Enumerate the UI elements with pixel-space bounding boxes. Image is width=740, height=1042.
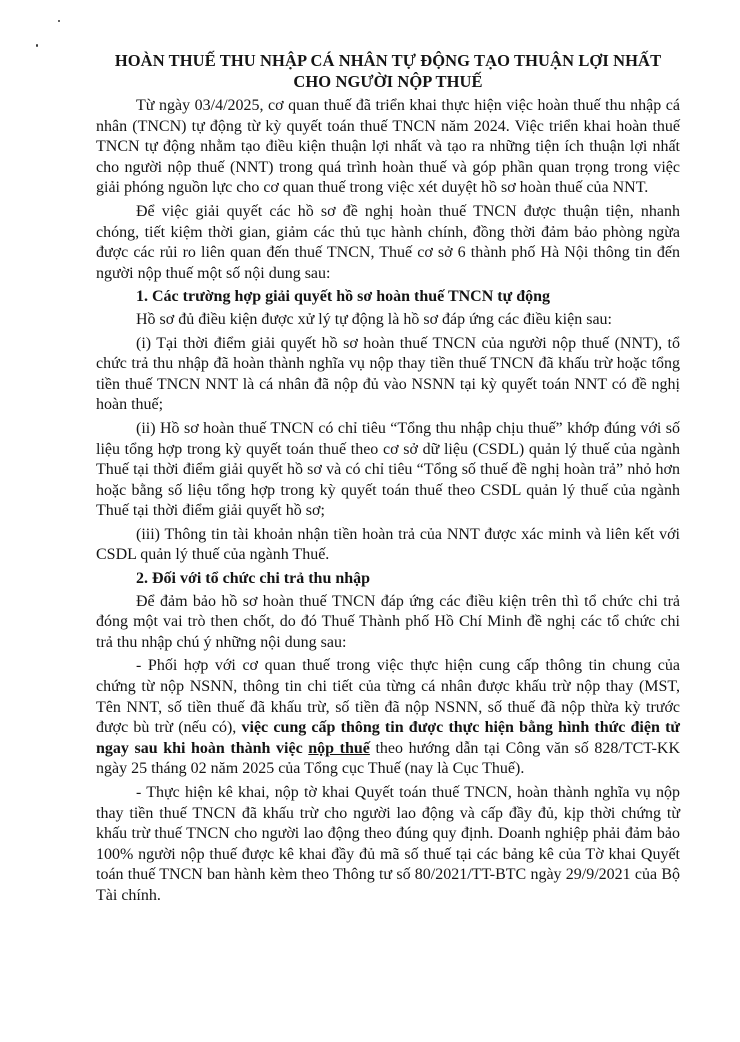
condition-ii: (ii) Hồ sơ hoàn thuế TNCN có chỉ tiêu “Tổng thu nhập chịu thuế” khớp đúng với số liệu tổng hợp trong kỳ quyết toán thuế theo cơ sở dữ liệu (CSDL) quản lý thuế của ngành Thuế tại thời điểm giải quyết hồ sơ và có chỉ tiêu “Tổng số thuế đề nghị hoàn trả” nhỏ hơn hoặc bằng số liệu tổng hợp trong kỳ quyết toán thuế theo CSDL quản lý thuế của ngành Thuế tại thời điểm giải quyết hồ sơ; [96,419,680,520]
intro-paragraph-2: Để việc giải quyết các hồ sơ đề nghị hoàn thuế TNCN được thuận tiện, nhanh chóng, tiết kiệm thời gian, giảm các thủ tục hành chính, đồng thời đảm bảo phòng ngừa được các rủi ro liên quan đến thuế TNCN, Thuế cơ sở 6 thành phố Hà Nội thông tin đến người nộp thuế một số nội dung sau: [96,202,680,282]
condition-i: (i) Tại thời điểm giải quyết hồ sơ hoàn thuế TNCN của người nộp thuế (NNT), tổ chức trả thu nhập đã hoàn thành nghĩa vụ nộp thay tiền thuế TNCN đã khấu trừ hoặc tổng tiền thuế TNCN NNT là cá nhân đã nộp đủ vào NSNN tại kỳ quyết toán NNT có đề nghị hoàn thuế; [96,334,680,414]
scan-speck [36,44,38,47]
bullet-1-text: - Phối hợp với cơ quan thuế trong việc thực hiện cung cấp thông tin chung của chứng từ nộp NSNN, thông tin chi tiết của từng cá nhân được khấu trừ nộp thay (MST, Tên NNT, số tiền thuế đã khấu trừ, số tiền đã nộp NSNN, số thuế đã nộp thừa kỳ trước được bù trừ (nếu có), [96,657,680,737]
bullet-2: - Thực hiện kê khai, nộp tờ khai Quyết toán thuế TNCN, hoàn thành nghĩa vụ nộp thay tiền thuế TNCN đã khấu trừ cho người lao động và cấp đầy đủ, kịp thời chứng từ khấu trừ thuế TNCN cho người lao động theo đúng quy định. Doanh nghiệp phải đảm bảo 100% người nộp thuế được kê khai đầy đủ mã số thuế tại các bảng kê của Tờ khai Quyết toán thuế TNCN ban hành kèm theo Thông tư số 80/2021/TT-BTC ngày 29/9/2021 của Bộ Tài chính. [96,784,680,904]
title-line-1: HOÀN THUẾ THU NHẬP CÁ NHÂN TỰ ĐỘNG TẠO THUẬN LỢI NHẤT [114,51,662,70]
bullet-1-underline: nộp thuế [308,739,370,757]
title-line-2: CHO NGƯỜI NỘP THUẾ [293,72,483,91]
scan-speck [58,20,60,22]
document-title [96,50,680,92]
section-2-heading: 2. Đối với tổ chức chi trả thu nhập [136,570,371,588]
section-1-lead: Hồ sơ đủ điều kiện được xử lý tự động là hồ sơ đáp ứng các điều kiện sau: [136,310,612,328]
condition-iii: (iii) Thông tin tài khoản nhận tiền hoàn trả của NNT được xác minh và liên kết với CSDL quản lý thuế của ngành Thuế. [96,525,680,564]
section-1-heading: 1. Các trường hợp giải quyết hồ sơ hoàn thuế TNCN tự động [136,288,550,306]
bullet-1-bold-underline-wrap [308,740,370,757]
intro-paragraph-1: Từ ngày 03/4/2025, cơ quan thuế đã triển khai thực hiện việc hoàn thuế thu nhập cá nhân (TNCN) tự động từ kỳ quyết toán thuế TNCN năm 2024. Việc triển khai hoàn thuế TNCN tự động nhằm tạo điều kiện thuận lợi nhất và tạo ra những tiện ích thuận lợi nhất cho người nộp thuế (NNT) trong quá trình hoàn thuế và góp phần quan trọng trong việc giải phóng nguồn lực cho cơ quan thuế trong việc xét duyệt hồ sơ hoàn thuế của NNT. [96,97,680,197]
section-2-lead: Để đảm bảo hồ sơ hoàn thuế TNCN đáp ứng các điều kiện trên thì tổ chức chi trả đóng một vai trò then chốt, do đó Thuế Thành phố Hồ Chí Minh đề nghị các tổ chức chi trả thu nhập chú ý những nội dung sau: [96,592,680,651]
bullet-1-tail: theo hướng dẫn tại Công văn số 828/TCT-KK ngày 25 tháng 02 năm 2025 của Tổng cục Thuế (nay là Cục Thuế). [96,739,681,778]
bullet-1-bold: việc cung cấp thông tin được thực hiện bằng hình thức điện tử ngay sau khi hoàn thành việc [96,719,681,757]
bullet-1 [96,656,680,780]
document-page [96,50,680,910]
